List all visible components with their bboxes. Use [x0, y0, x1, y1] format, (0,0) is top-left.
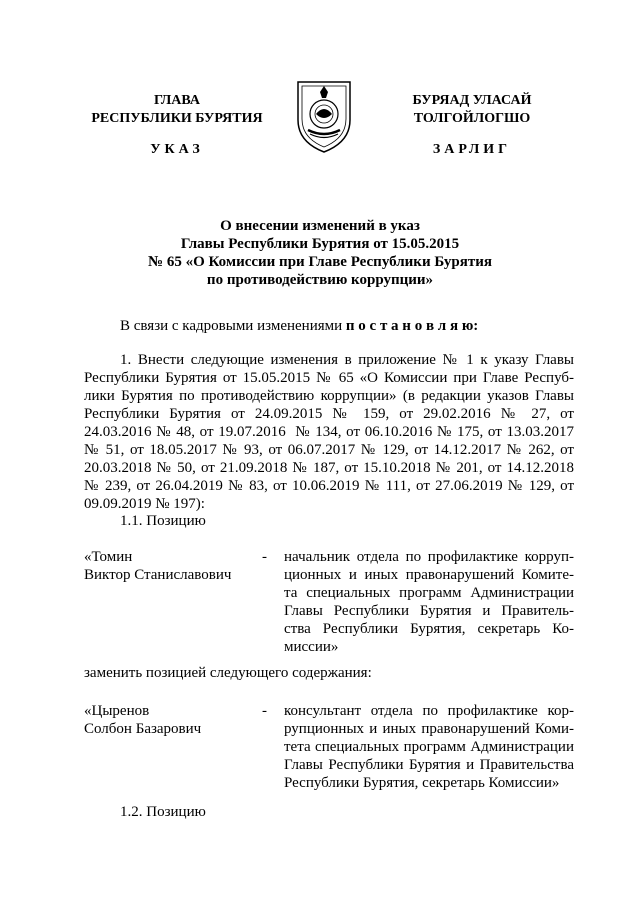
old-desc-line: та специальных программ Администрации — [284, 585, 574, 601]
old-desc-line: начальник отдела по профилактике корруп- — [284, 549, 574, 565]
new-desc-line: рупционных и иных правонарушений Коми- — [284, 721, 574, 737]
para1-line: Республики Бурятия от 15.05.2015 № 65 «О Комиссии при Главе Респуб- — [84, 370, 574, 386]
item-1-2: 1.2. Позицию — [120, 804, 206, 820]
old-desc-line: Главы Республики Бурятия и Правитель- — [284, 603, 574, 619]
para1-line: 24.03.2016 № 48, от 19.07.2016 № 134, от 06.10.2016 № 175, от 13.03.2017 — [84, 424, 574, 440]
issuer-left-block — [72, 92, 282, 128]
para1-line: № 51, от 18.05.2017 № 93, от 06.07.2017 № 129, от 14.12.2017 № 262, от — [84, 442, 574, 458]
old-position-dash: - — [262, 549, 267, 565]
new-name-line1: «Цыренов — [84, 703, 150, 719]
doc-type-left: УКАЗ — [150, 142, 204, 157]
title-line: О внесении изменений в указ — [220, 218, 420, 234]
old-position-name — [84, 548, 254, 584]
old-desc-line: ства Республики Бурятия, секретарь Ко- — [284, 621, 574, 637]
issuer-right-line1: БУРЯАД УЛАСАЙ — [412, 93, 532, 108]
issuer-right-line2: ТОЛГОЙЛОГШО — [413, 111, 531, 126]
para1-line: 1. Внести следующие изменения в приложение № 1 к указу Главы — [120, 352, 574, 368]
item-1-1: 1.1. Позицию — [120, 513, 206, 529]
new-desc-line: консультант отдела по профилактике кор- — [284, 703, 574, 719]
replace-instruction: заменить позицией следующего содержания: — [84, 665, 372, 681]
para1-line: 09.09.2019 № 197): — [84, 496, 205, 512]
old-desc-line: ционных и иных правонарушений Комите- — [284, 567, 574, 583]
new-desc-line: Республики Бурятия, секретарь Комиссии» — [284, 775, 560, 791]
paragraph-1 — [84, 351, 574, 513]
issuer-right-block — [372, 92, 572, 128]
intro-emphasis: п о с т а н о в л я ю: — [345, 318, 479, 334]
old-position-description — [284, 548, 574, 656]
new-position-dash: - — [262, 703, 267, 719]
issuer-left-line2: РЕСПУБЛИКИ БУРЯТИЯ — [91, 111, 263, 126]
new-position-name — [84, 702, 254, 738]
new-name-line2: Солбон Базарович — [84, 721, 202, 737]
para1-line: № 239, от 26.04.2019 № 83, от 10.06.2019 № 111, от 27.06.2019 № 129, от — [84, 478, 574, 494]
intro-paragraph — [120, 317, 478, 335]
title-line: по противодействию коррупции» — [206, 272, 434, 288]
new-desc-line: тета специальных программ Администрации — [284, 739, 574, 755]
intro-text: В связи с кадровыми изменениями — [120, 318, 346, 334]
old-name-line2: Виктор Станиславович — [84, 567, 232, 583]
para1-line: 20.03.2018 № 50, от 21.09.2018 № 187, от 15.10.2018 № 201, от 14.12.2018 — [84, 460, 574, 476]
doc-type-right: ЗАРЛИГ — [432, 142, 512, 157]
old-name-line1: «Томин — [84, 549, 133, 565]
title-line: Главы Республики Бурятия от 15.05.2015 — [180, 236, 460, 252]
para1-line: Республики Бурятия от 24.09.2015 № 159, от 29.02.2016 № 27, от — [84, 406, 574, 422]
title-line: № 65 «О Комиссии при Главе Республики Бурятия — [148, 254, 492, 270]
new-desc-line: Главы Республики Бурятия и Правительства — [284, 757, 574, 773]
para1-line: лики Бурятия по противодействию коррупции» (в редакции указов Главы — [84, 388, 574, 404]
new-position-description — [284, 702, 574, 792]
issuer-left-line1: ГЛАВА — [154, 93, 200, 108]
old-desc-line: миссии» — [284, 639, 339, 655]
document-title — [110, 217, 530, 289]
coat-of-arms-icon — [292, 76, 356, 156]
